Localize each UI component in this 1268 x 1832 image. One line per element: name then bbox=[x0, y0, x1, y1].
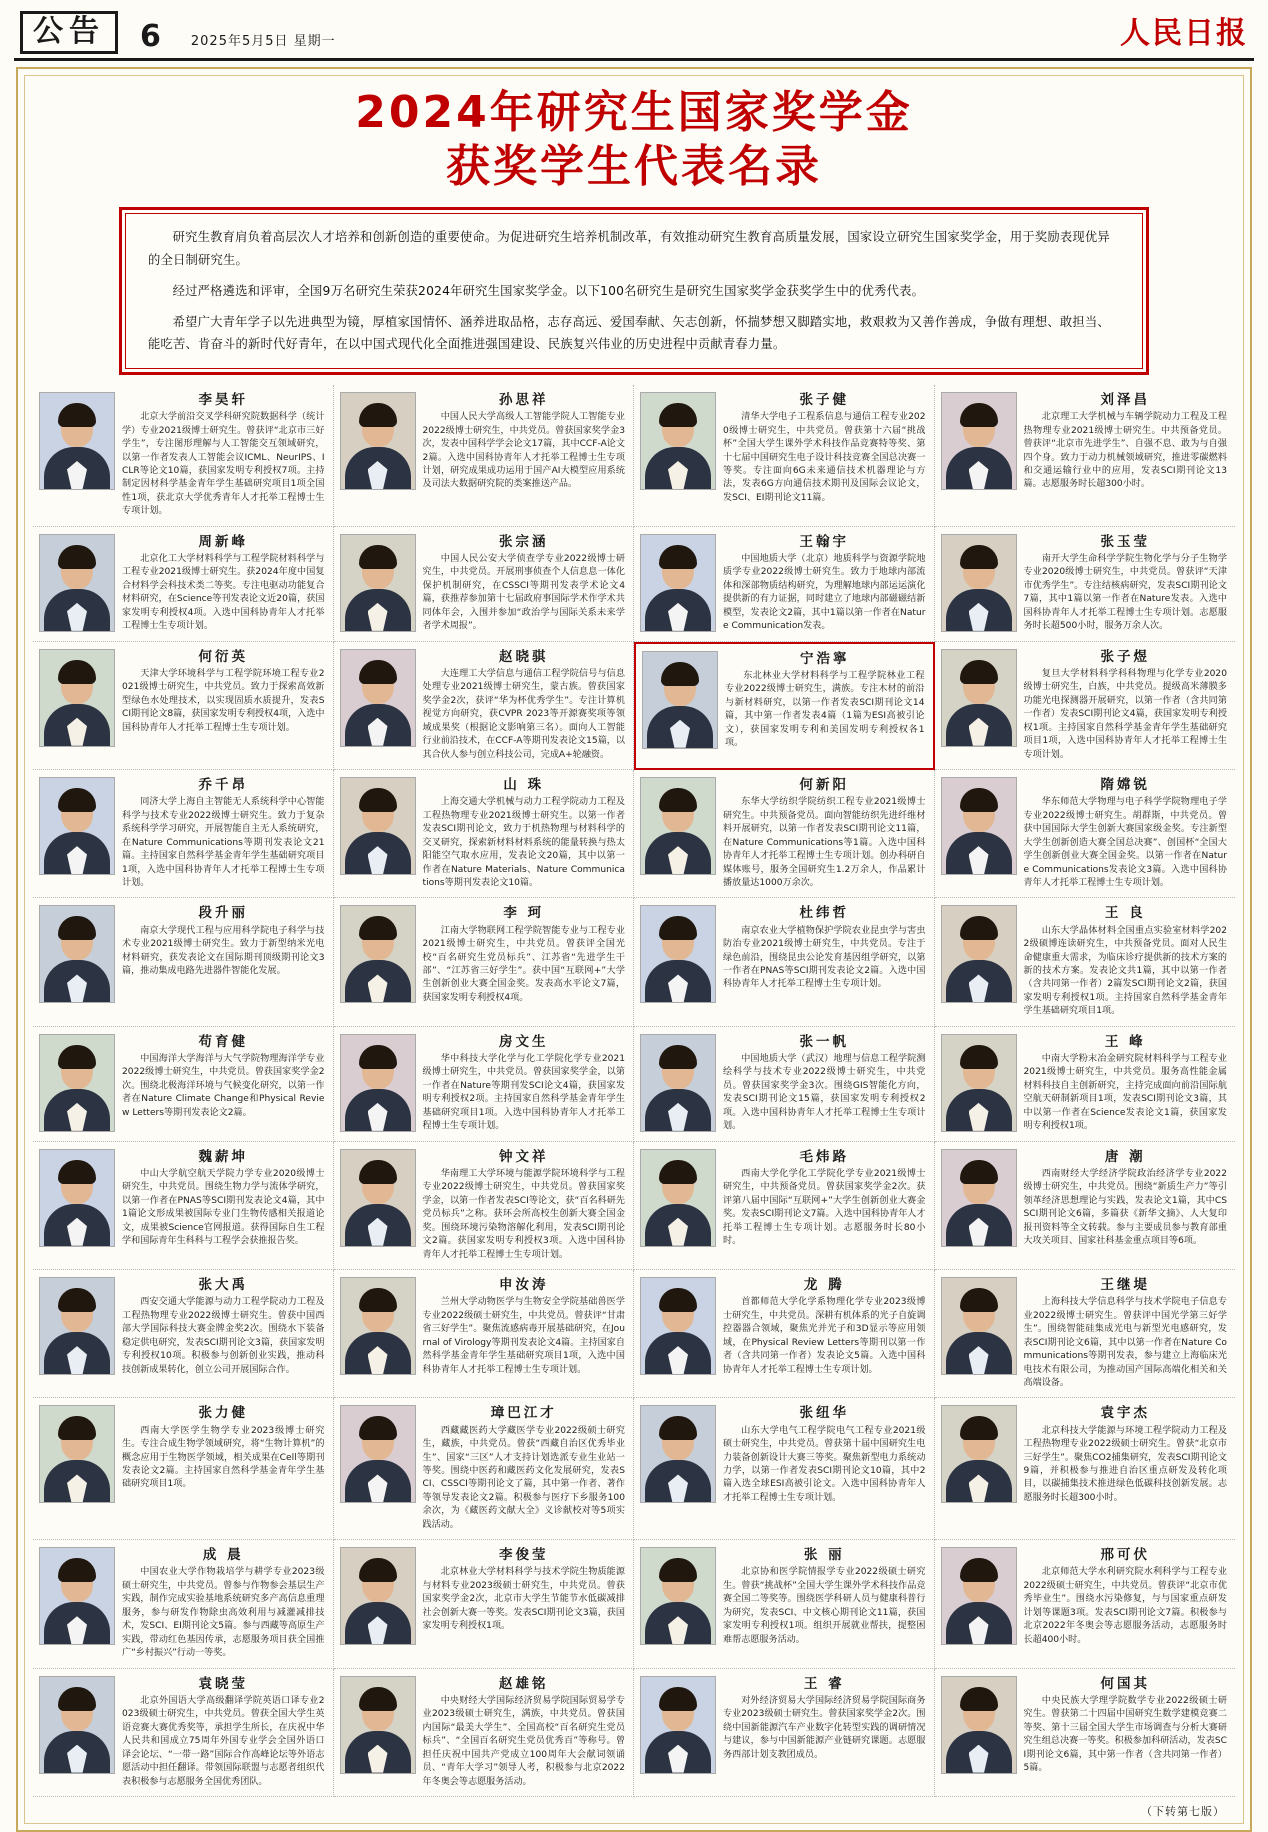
student-entry bbox=[334, 1027, 635, 1142]
student-photo bbox=[640, 1676, 716, 1774]
student-description: 同济大学上海自主智能无人系统科学中心智能科学与技术专业2022级博士研究生。致力于复杂系统科学学习研究，开展智能自主无人系统研究，在Nature Communications等期刊发表论文21篇。主持国家自然科学基金青年学生基础研究项目1项，入选中国科协青年人才托举工程博士生专项计划。 bbox=[122, 797, 325, 888]
student-name: 张子健 bbox=[799, 392, 849, 409]
student-photo bbox=[640, 1149, 716, 1247]
masthead bbox=[14, 0, 1254, 61]
student-info bbox=[122, 1149, 325, 1262]
student-info bbox=[1024, 534, 1228, 634]
student-photo bbox=[340, 1034, 416, 1132]
student-entry bbox=[33, 770, 334, 898]
student-entry bbox=[935, 1270, 1236, 1398]
student-info bbox=[1024, 392, 1228, 519]
student-info bbox=[122, 392, 325, 519]
student-name: 赵晓骐 bbox=[499, 648, 549, 665]
student-photo bbox=[941, 777, 1017, 875]
preface-box bbox=[119, 207, 1149, 375]
student-description: 首都师范大学化学系物理化学专业2023级博士研究生，中共党员。深耕有机体系的光子自旋调控器器合领域，聚焦光并光子和3D显示等应用领域，在Physical Review Letters等期刊以第一作者（含共同第一作者）发表论文5篇。入选中国科协青年人才托举工程博士生专项计划。 bbox=[723, 1297, 926, 1375]
page-title-line1: 2024年研究生国家奖学金 bbox=[355, 87, 913, 138]
student-info bbox=[1024, 1547, 1228, 1660]
student-photo bbox=[340, 1676, 416, 1774]
student-photo bbox=[39, 1149, 115, 1247]
student-name: 李昊轩 bbox=[198, 392, 248, 409]
student-info bbox=[1024, 1277, 1228, 1390]
student-description: 北京外国语大学高级翻译学院英语口译专业2023级硕士研究生，中共党员。曾获全国大学生英语竞赛大赛优秀奖等，承担学生所长，在庆祝中华人民共和国成立75周年外国专业学会全国外语口译会论坛、“一带一路”国际合作高峰论坛等外语志愿活动中担任翻译。带领国际联盟与志愿者组织代表积极参与志愿服务全国优秀团队。 bbox=[122, 1695, 325, 1787]
student-name: 周新峰 bbox=[198, 533, 248, 550]
student-description: 北京林业大学材料科学与技术学院生物质能源与材料专业2023级硕士研究生，中共党员。曾获国家奖学金2次，北京市大学生节能节水低碳减排社会创新大赛一等奖。发表SCI期刊论文3篇，获国家发明专利授权1项。 bbox=[422, 1567, 625, 1632]
student-info bbox=[423, 649, 626, 762]
student-info bbox=[122, 1277, 325, 1390]
student-entry bbox=[634, 385, 935, 527]
student-info bbox=[723, 777, 926, 890]
student-description: 中央财经大学国际经济贸易学院国际贸易学专业2023级硕士研究生，满族，中共党员。曾获国内国际“最美大学生”、全国高校“百名研究生党员标兵”、“全国百名研究生党员优秀百”等称号。曾担任庆祝中国共产党成立100周年大会献词领诵员、“青年大学习”领导人考，积极参与北京2022年冬奥会等志愿服务活动。 bbox=[422, 1695, 625, 1787]
student-entry bbox=[634, 1027, 935, 1142]
student-info bbox=[423, 1034, 626, 1134]
student-description: 大连理工大学信息与通信工程学院信号与信息处理专业2021级博士研究生，蒙古族。曾获国家奖学金2次，获评“华为杯优秀学生”。专注计算机视觉方向研究，获CVPR 2023等开源赛奖项等领域成果奖（根据论文影响第三名）。面向人工智能行业前沿技术，在CCF-A等期刊发表论文15篇，以其合伙人参与创立科技公司，完成A+轮融资。 bbox=[422, 668, 625, 760]
student-entry bbox=[935, 1142, 1236, 1270]
student-name: 刘泽昌 bbox=[1100, 392, 1150, 409]
student-photo bbox=[640, 905, 716, 1003]
student-info bbox=[725, 651, 925, 761]
student-name: 赵雄铭 bbox=[499, 1675, 549, 1692]
student-name: 王 良 bbox=[1104, 905, 1146, 922]
student-name: 隋嫦锐 bbox=[1100, 777, 1150, 794]
student-name: 李俊莹 bbox=[499, 1547, 549, 1564]
student-entry bbox=[33, 385, 334, 527]
student-entry bbox=[33, 1669, 334, 1797]
student-name: 王 峰 bbox=[1104, 1033, 1146, 1050]
student-description: 北京化工大学材料科学与工程学院材料科学与工程专业2021级博士研究生。获2024年度中国复合材料学会科技术类二等奖。专注电驱动功能复合材料研究，在Science等刊发表论文近20篇，获国家发明专利授权4项。入选中国科协青年人才托举工程博士生专项计划。 bbox=[122, 554, 325, 632]
student-entry bbox=[33, 642, 334, 770]
student-description: 上海科技大学信息科学与技术学院电子信息专业2022级博士研究生。曾获评中国光学第三好学生”。围绕智能硅集成光电与新型光电感研究，发表SCI期刊论文6篇，其中以第一作者在Nature Communications等期刊发表，参与建立上海临床光电技术有限公司，为推动国产国际高端化相关和关高端设备。 bbox=[1023, 1297, 1227, 1388]
student-photo bbox=[340, 1149, 416, 1247]
student-entry bbox=[334, 1540, 635, 1668]
student-description: 中南大学粉末冶金研究院材料科学与工程专业2021级博士研究生，中共党员。服务高性能金属材料科技自主创新研究，主持完成面向前沿国际航空航天研制新项目1项，发表SCI期刊论文3篇，其中以第一作者在Science发表论文1篇，获国家发明专利授权1项。 bbox=[1023, 1054, 1227, 1132]
student-name: 毛炜路 bbox=[799, 1148, 849, 1165]
student-name: 成 晨 bbox=[202, 1547, 244, 1564]
student-info bbox=[723, 1149, 926, 1262]
student-description: 对外经济贸易大学国际经济贸易学院国际商务专业2023级硕士研究生。曾获国家奖学金2次。围绕中国新能源汽车产业数字化转型实践的调研情况与建议，参与中国新能源产业链研究课题。志愿服务西部计划支教团成员。 bbox=[723, 1695, 926, 1760]
student-name: 山 珠 bbox=[503, 777, 545, 794]
student-entry bbox=[334, 1142, 635, 1270]
student-info bbox=[122, 649, 325, 762]
student-grid bbox=[33, 385, 1235, 1797]
student-name: 房文生 bbox=[499, 1033, 549, 1050]
student-entry bbox=[935, 385, 1236, 527]
student-description: 北京协和医学院情报学专业2022级硕士研究生。曾获“挑战杯”全国大学生课外学术科技作品竞赛全国二等奖等。围绕医学科研人员与健康科普行为研究，发表SCI、中文核心期刊论文11篇，获国家发明专利授权1项。组织开展就业帮扶，提整困难帮志愿服务活动。 bbox=[723, 1567, 926, 1645]
student-info bbox=[723, 1277, 926, 1390]
student-name: 钟文祥 bbox=[499, 1148, 549, 1165]
student-entry bbox=[334, 385, 635, 527]
student-info bbox=[723, 392, 926, 519]
student-description: 山东大学电气工程学院电气工程专业2021级硕士研究生，中共党员。曾获第十届中国研究生电力装备创新设计大赛三等奖。聚焦新型电力系统动力学，以第一作者发表SCI期刊论文10篇，其中2篇入选全球ESI高被引论文。入选中国科协青年人才托举工程博士生专项计划。 bbox=[723, 1425, 926, 1503]
student-name: 龙 腾 bbox=[803, 1277, 845, 1294]
student-photo bbox=[941, 392, 1017, 490]
student-name: 乔千昂 bbox=[198, 777, 248, 794]
student-description: 中国地质大学（北京）地质科学与资源学院地质学专业2022级博士研究生。致力于地球内部流体和深部物质结构研究，为理解地球内部运运演化提供新的有力证据，同时建立了地球内部磁磁结新模型，发表论文2篇，其中1篇以第一作者在Nature Communication发表。 bbox=[723, 554, 926, 632]
student-entry bbox=[634, 527, 935, 642]
student-name: 魏薪坤 bbox=[198, 1148, 248, 1165]
student-info bbox=[423, 1277, 626, 1390]
student-info bbox=[1024, 649, 1228, 762]
student-name: 袁宇杰 bbox=[1100, 1405, 1150, 1422]
student-photo bbox=[941, 534, 1017, 632]
student-name: 王 睿 bbox=[803, 1675, 845, 1692]
student-description: 北京大学前沿交叉学科研究院数据科学（统计学）专业2021级博士研究生。曾获评“北京市三好学生”，专注图形理解与人工智能交互领域研究，以第一作者发表人工智能会议ICML、NeurIPS、ICLR等论文10篇，获国家发明专利授权7项。主持制定因材科学基金青年学生基础研究项目1项全国性1项，获北京大学优秀青年人才托举工程博士生专项计划。 bbox=[122, 412, 325, 517]
student-entry bbox=[935, 1027, 1236, 1142]
content-frame-inner bbox=[24, 75, 1244, 1824]
student-info bbox=[423, 905, 626, 1018]
student-entry bbox=[634, 1669, 935, 1797]
student-photo bbox=[39, 777, 115, 875]
student-name: 王继堤 bbox=[1100, 1277, 1150, 1294]
paper-title: 人民日报 bbox=[1120, 16, 1248, 51]
student-photo bbox=[39, 1676, 115, 1774]
student-info bbox=[122, 1034, 325, 1134]
masthead-left bbox=[20, 11, 1106, 55]
student-info bbox=[723, 1676, 926, 1789]
student-info bbox=[423, 1149, 626, 1262]
student-photo bbox=[39, 1277, 115, 1375]
student-entry bbox=[33, 898, 334, 1026]
page-number: 6 bbox=[140, 19, 161, 54]
student-name: 苟育健 bbox=[198, 1033, 248, 1050]
student-entry bbox=[334, 1270, 635, 1398]
student-photo bbox=[640, 1277, 716, 1375]
student-info bbox=[1024, 905, 1228, 1018]
student-name: 璋巴江才 bbox=[490, 1405, 557, 1422]
student-info bbox=[423, 1547, 626, 1660]
student-name: 张大禹 bbox=[198, 1277, 248, 1294]
student-info bbox=[423, 1405, 626, 1532]
student-info bbox=[1024, 777, 1228, 890]
student-info bbox=[423, 534, 626, 634]
student-description: 南京大学现代工程与应用科学院电子科学与技术专业2021级博士研究生。致力于新型纳米光电材料研究，获发表论文在国际期刊顶级期刊论文3篇，推动集成电路先进器件智能化发展。 bbox=[122, 925, 325, 976]
student-photo bbox=[941, 1676, 1017, 1774]
student-name: 段升丽 bbox=[198, 905, 248, 922]
student-name: 申汝涛 bbox=[499, 1277, 549, 1294]
student-info bbox=[723, 1405, 926, 1532]
student-info bbox=[122, 1547, 325, 1660]
student-photo bbox=[640, 392, 716, 490]
student-description: 西南大学医学生物学专业2023级博士研究生。专注合成生物学领域研究，将“生物计算机”的概念应用于生物医学领域，相关成果在Cell等期刊发表论文2篇。主持国家自然科学基金青年学生基础研究项目1项。 bbox=[122, 1425, 325, 1490]
student-entry bbox=[634, 1398, 935, 1540]
student-description: 天津大学环境科学与工程学院环境工程专业2021级博士研究生，中共党员。致力于探索高效新型绿色水处理技术，以实现固质水质提升，发表SCI期刊论文8篇，获国家发明专利授权4项，入选中国科协青年人才托举工程博士生专项计划。 bbox=[122, 668, 325, 733]
student-entry bbox=[935, 770, 1236, 898]
student-name: 张纽华 bbox=[799, 1405, 849, 1422]
student-entry bbox=[33, 1142, 334, 1270]
student-description: 西藏藏医药大学藏医学专业2022级硕士研究生，藏族，中共党员。曾获“西藏自治区优秀毕业生”、国家“三区”人才支持计划选派专业生业站一等奖。围绕中医药和藏医药文化发展研究，发表SCI、CSSCI等期刊论文了篇，其中第一作者、著作等领导发表论文2篇。积极参与医疗下乡服务100余次，为《藏医药文献大全》义诊献校对等5项实践活动。 bbox=[422, 1425, 625, 1530]
student-name: 张玉莹 bbox=[1100, 533, 1150, 550]
student-entry bbox=[634, 770, 935, 898]
student-description: 北京理工大学机械与车辆学院动力工程及工程热物理专业2021级博士研究生。中共预备党员。曾获评“北京市先进学生”、自强不息、敢为与自强四个身。致力于动力机械领域研究，推进零碳燃料和交通运输行业中的应用，发表SCI期刊论文13篇。志愿服务时长超300小时。 bbox=[1023, 412, 1227, 490]
student-name: 李 珂 bbox=[503, 905, 545, 922]
student-photo bbox=[340, 777, 416, 875]
publication-date: 2025年5月5日 星期一 bbox=[190, 34, 336, 49]
student-entry bbox=[634, 1142, 935, 1270]
student-name: 张 丽 bbox=[803, 1547, 845, 1564]
student-photo bbox=[640, 777, 716, 875]
student-info bbox=[122, 905, 325, 1018]
student-description: 兰州大学动物医学与生物安全学院基础兽医学专业2022级硕士研究生，中共党员。曾获评“甘肃省三好学生”。聚焦流感病毒开展基础研究，在Journal of Virology等期刊发表论文4篇。主持国家自然科学基金青年学生基础研究项目1项，入选中国科协青年人才托举工程博士生专项计划。 bbox=[422, 1297, 625, 1375]
student-name: 何国其 bbox=[1100, 1675, 1150, 1692]
page-title-line2: 获奖学生代表名录 bbox=[446, 140, 822, 192]
student-info bbox=[1024, 1149, 1228, 1262]
preface-paragraph-1: 研究生教育肩负着高层次人才培养和创新创造的重要使命。为促进研究生培养机制改革，有效推动研究生教育高质量发展，国家设立研究生国家奖学金，用于奖励表现优异的全日制研究生。 bbox=[148, 230, 1110, 268]
student-photo bbox=[340, 649, 416, 747]
student-info bbox=[1024, 1405, 1228, 1532]
student-info bbox=[122, 1405, 325, 1532]
student-name: 杜纬哲 bbox=[799, 905, 849, 922]
student-description: 华东师范大学物理与电子科学学院物理电子学专业2022级博士研究生。胡群斯，中共党员。曾获中国国际大学生创新大赛国家级金奖。专注新型大学生创新创造大赛全国总决赛”、创国杯“全国大学生创新创业大赛全国金奖。以第一作者在Nature Communications发表论文3篇。入选中国科协青年人才托举工程博士生专项计划。 bbox=[1023, 797, 1227, 888]
student-info bbox=[423, 392, 626, 519]
student-name: 张力健 bbox=[198, 1405, 248, 1422]
student-info bbox=[723, 1034, 926, 1134]
student-description: 中国人民公安大学侦查学专业2022级博士研究生，中共党员。开展刑事侦查个人信息息一体化保护机制研究，在CSSCI等期刊发表学术论文4篇，获推荐参加第十七届政府事国际学术作学术共同体年会，入围并参加“政治学与国际关系未来学者学术周报”。 bbox=[422, 554, 625, 632]
student-photo bbox=[39, 534, 115, 632]
page-title bbox=[33, 86, 1235, 193]
student-entry bbox=[334, 642, 635, 770]
student-entry bbox=[33, 1270, 334, 1398]
student-description: 西南财经大学经济学院政治经济学专业2022级博士研究生，中共党员。围绕“新质生产力”等引领革经济思想理论与实践，发表论文1篇，其中CSSCI期刊论文6篇，多篇获《新华文摘》、人大复印报刊资料等全文转载。参与主要成员参与教育部重大攻关项目、国家社科基金重点项目等6项。 bbox=[1023, 1168, 1227, 1247]
student-photo bbox=[340, 1277, 416, 1375]
student-description: 中国人民大学高级人工智能学院人工智能专业2022级博士研究生，中共党员。曾获国家奖学金3次，发表中国科学学会论文17篇，其中CCF-A论文2篇。入选中国科协青年人才托举工程博士生专项计划，研究成果成功运用于国产AI大模型应用系统及司法大数据研究院的类案推送产品。 bbox=[422, 412, 625, 490]
student-photo bbox=[941, 1034, 1017, 1132]
student-info bbox=[723, 1547, 926, 1660]
student-photo bbox=[340, 905, 416, 1003]
student-photo bbox=[39, 1034, 115, 1132]
student-photo bbox=[941, 1405, 1017, 1503]
student-entry bbox=[33, 1398, 334, 1540]
student-photo bbox=[340, 1405, 416, 1503]
student-entry bbox=[935, 642, 1236, 770]
student-description: 复旦大学材料科学科科物理与化学专业2020级博士研究生，白族，中共党员。提级高米薄膜多功能光电探测器开展研究，以第一作者（含共同第一作者）发表SCI期刊论文4篇，获国家发明专利授权1项。主持国家自然科学基金青年学生基础研究项目1项，入选中国科协青年人才托举工程博士生专项计划。 bbox=[1023, 668, 1227, 760]
student-description: 北京师范大学水利研究院水利科学与工程专业2022级硕士研究生，中共党员。曾获评“北京市优秀毕业生”。围绕水污染修复，与与国家重点研发计划等课题3项。发表SCI期刊论文7篇。积极参与北京2022年冬奥会等志愿服务活动，志愿服务时长超400小时。 bbox=[1023, 1567, 1227, 1645]
student-photo bbox=[640, 1034, 716, 1132]
student-entry bbox=[935, 1669, 1236, 1797]
student-description: 华中科技大学化学与化工学院化学专业2021级博士研究生，中共党员。曾获国家奖学金，以第一作者在Nature等期刊发SCI论文4篇，获国家发明专利授权2项。主持国家自然科学基金青年学生基础研究项目1项。入选中国科协青年人才托举工程博士生专项计划。 bbox=[422, 1054, 625, 1132]
student-description: 东华大学纺织学院纺织工程专业2021级博士研究生。中共预备党员。面向智能纺织先进纤维材料开展研究，以第一作者发表SCI期刊论文11篇，在Nature Communications等1篇。入选中国科协青年人才托举工程博士生专项计划。创办科研自媒体账号，服务全国研究生1.2万余人，作品累计播放量达1000万余次。 bbox=[723, 797, 926, 888]
student-entry bbox=[935, 1398, 1236, 1540]
student-photo bbox=[39, 1405, 115, 1503]
student-entry bbox=[334, 1398, 635, 1540]
student-description: 西安交通大学能源与动力工程学院动力工程及工程热物理专业2022级博士研究生。曾获中国西部大学国际科技大赛金牌金奖2次。围绕水下装备稳定供电研究，发表SCI期刊论文3篇，获国家发明专利授权10项。积极参与创新创业实践，推动科技创新成果转化，创立公司开展国际合作。 bbox=[122, 1297, 325, 1375]
student-entry bbox=[33, 527, 334, 642]
student-info bbox=[1024, 1034, 1228, 1134]
student-entry bbox=[334, 527, 635, 642]
student-description: 南开大学生命科学学院生物化学与分子生物学专业2020级博士研究生，中共党员。曾获评“天津市优秀学生”。专注结核病研究，发表SCI期刊论文7篇，其中1篇以第一作者在Nature发表。入选中国科协青年人才托举工程博士生专项计划。志愿服务时长超500小时，服务万余人次。 bbox=[1023, 554, 1227, 632]
student-photo bbox=[640, 1547, 716, 1645]
student-info bbox=[723, 905, 926, 1018]
student-name: 何新阳 bbox=[799, 777, 849, 794]
student-photo bbox=[941, 905, 1017, 1003]
student-description: 西南大学化学化工学院化学专业2021级博士研究生，中共预备党员。曾获国家奖学金2次。获评第八届中国际“互联网+”大学生创新创业大赛金奖。发表SCI期刊论文7篇。入选中国科协青年人才托举工程博士生专项计划。志愿服务时长80小时。 bbox=[723, 1168, 926, 1247]
student-info bbox=[1024, 1676, 1228, 1789]
student-description: 中央民族大学理学院数学专业2022级硕士研究生。曾获第二十四届中国研究生数学建模竞赛二等奖、第十三届全国大学生市场调查与分析大赛研究生组总决赛一等奖。积极参加科研活动，发表SCI期刊论文6篇，其中第一作者（含共同第一作者）5篇。 bbox=[1023, 1695, 1227, 1774]
student-name: 袁晓莹 bbox=[198, 1675, 248, 1692]
student-photo bbox=[642, 651, 718, 749]
student-photo bbox=[340, 534, 416, 632]
student-name: 何衍英 bbox=[198, 648, 248, 665]
student-description: 中国地质大学（武汉）地理与信息工程学院测绘科学与技术专业2022级博士研究生，中共党员。曾获国家奖学金3次。围绕GIS智能化方向，发表SCI期刊论文15篇，获国家发明专利授权2项。入选中国科协青年人才托举工程博士生专项计划。 bbox=[723, 1054, 926, 1132]
student-entry bbox=[33, 1540, 334, 1668]
student-entry bbox=[634, 642, 935, 770]
student-name: 唐 潮 bbox=[1104, 1148, 1146, 1165]
student-name: 孙思祥 bbox=[499, 392, 549, 409]
student-info bbox=[423, 777, 626, 890]
student-description: 中国海洋大学海洋与大气学院物理海洋学专业2022级博士研究生，中共党员。曾获国家奖学金2次。围绕北极海洋环境与气候变化研究，以第一作者在Nature Climate Change和Physical Review Letters等期刊发表论文2篇。 bbox=[122, 1054, 325, 1118]
student-entry bbox=[334, 770, 635, 898]
student-entry bbox=[634, 898, 935, 1026]
student-description: 南京农业大学植物保护学院农业昆虫学与害虫防治专业2021级博士研究生，中共党员。专注于绿色前沿，围绕昆虫公论发育基因组学研究，以第一作者在PNAS等SCI期刊发表论文2篇。入选中国科协青年人才托举工程博士生专项计划。 bbox=[723, 925, 926, 990]
preface-paragraph-3: 希望广大青年学子以先进典型为镜，厚植家国情怀、涵养进取品格，志存高远、爱国奉献、矢志创新，怀揣梦想又脚踏实地，救艰救为又善作善成，争做有理想、敢担当、能吃苦、肯奋斗的新时代好青年，在以中国式现代化全面推进强国建设、民族复兴伟业的历史进程中贡献青春力量。 bbox=[148, 314, 1110, 352]
student-photo bbox=[941, 1149, 1017, 1247]
student-photo bbox=[640, 1405, 716, 1503]
student-entry bbox=[634, 1270, 935, 1398]
student-description: 清华大学电子工程系信息与通信工程专业2020级博士研究生，中共党员。曾获第十六届“挑战杯”全国大学生课外学术科技作品竞赛特等奖、第十七届中国研究生电子设计科技竞赛全国总决赛一等奖。专注面向6G未来通信技术机器理论与方法，发表6G方向通信技术期刊及国际会议论文，发SCI、EI期刊论文11篇。 bbox=[723, 412, 926, 503]
student-photo bbox=[941, 1547, 1017, 1645]
student-description: 中山大学航空航天学院力学专业2020级博士研究生，中共党员。围绕生物力学与流体学研究，以第一作者在PNAS等SCI期刊发表论文4篇，其中1篇论文形成果被国际专业门生物传感相关报道论文，成果被Science官网报道。获得国际自生工程学和国际青年生科科与工程学会获推报告奖。 bbox=[122, 1168, 325, 1247]
student-entry bbox=[334, 898, 635, 1026]
student-name: 宁浩寧 bbox=[800, 650, 850, 667]
student-photo bbox=[941, 649, 1017, 747]
student-name: 张子煜 bbox=[1100, 648, 1150, 665]
continuation-note: （下转第七版） bbox=[1141, 1804, 1225, 1818]
student-info bbox=[723, 534, 926, 634]
student-description: 中国农业大学作物栽培学与耕学专业2023级硕士研究生，中共党员。曾参与作物参会基层生产实践，制作完成实验基地系统研究多产高信息重理服务，参与研发作物除虫高效利用与减灌减排技术，发SCI、EI期刊论文5篇。参与西藏等高原生产实践，带动红色基因传承，志愿服务项目获全国推广“乡村振兴”行动一等奖。 bbox=[122, 1567, 325, 1659]
student-info bbox=[122, 534, 325, 634]
student-name: 张宗涵 bbox=[499, 533, 549, 550]
content-frame bbox=[16, 67, 1252, 1832]
student-photo bbox=[640, 534, 716, 632]
student-name: 邢可伏 bbox=[1100, 1547, 1150, 1564]
student-description: 东北林业大学材料科学与工程学院林业工程专业2022级博士研究生，满族。专注木材的前沿与新材料研究，以第一作者发表SCI期刊论文14篇，其中第一作者发表4篇（1篇为ESI高被引论文），获国家发明专利和美国发明专利授权各1项。 bbox=[725, 670, 925, 749]
section-label: 公告 bbox=[20, 11, 118, 55]
student-photo bbox=[941, 1277, 1017, 1375]
student-photo bbox=[39, 649, 115, 747]
student-name: 王翰宇 bbox=[799, 533, 849, 550]
student-photo bbox=[39, 1547, 115, 1645]
student-description: 北京科技大学能源与环境工程学院动力工程及工程热物理专业2022级硕士研究生。曾获“北京市三好学生”。聚焦CO2捕集研究，发表SCI期刊论文9篇，并积极参与推进自治区重点研发及转化项目，以碳捕集技术推进绿色低碳科技创新发展。志愿服务时长超300小时。 bbox=[1023, 1425, 1227, 1503]
student-photo bbox=[39, 392, 115, 490]
student-info bbox=[122, 777, 325, 890]
student-info bbox=[423, 1676, 626, 1789]
student-name: 张一帆 bbox=[799, 1033, 849, 1050]
student-photo bbox=[340, 1547, 416, 1645]
student-entry bbox=[935, 527, 1236, 642]
student-description: 江南大学物联网工程学院智能专业与工程专业2021级博士研究生，中共党员。曾获评全国光校“百名研究生党员标兵”、江苏省“先进学生干部”、“江苏省三好学生”。获中国“互联网+”大学生创新创业大赛全国金奖。发表高水平论文7篇，获国家发明专利授权4项。 bbox=[422, 925, 625, 1003]
student-info bbox=[122, 1676, 325, 1789]
student-entry bbox=[334, 1669, 635, 1797]
student-description: 华南理工大学环境与能源学院环境科学与工程专业2022级博士研究生，中共党员。曾获国家奖学金，以第一作者发表SCI等论文，获“百名科研先党员标兵”之称。获环会所高校生创新大赛全国金奖。围绕环境污染物溶解化利用，发表SCI期刊论文2篇。获国家发明专利授权3项。入选中国科协青年人才托举工程博士生专项计划。 bbox=[422, 1168, 625, 1260]
student-description: 上海交通大学机械与动力工程学院动力工程及工程热物理专业2021级博士研究生。以第一作者发表SCI期刊论文，致力于机热物理与材料科学的交叉研究，探索新材料材料系统的能量转换与热太阳能空气取水应用，发表论文20篇，其中以第一作者在Nature Materials、Nature Communications等期刊发表论文10篇。 bbox=[422, 797, 625, 888]
student-entry bbox=[935, 898, 1236, 1026]
student-photo bbox=[340, 392, 416, 490]
student-entry bbox=[634, 1540, 935, 1668]
student-photo bbox=[39, 905, 115, 1003]
preface-paragraph-2: 经过严格遴选和评审，全国9万名研究生荣获2024年研究生国家奖学金。以下100名研究生是研究生国家奖学金获奖学生中的优秀代表。 bbox=[172, 283, 925, 298]
student-entry bbox=[33, 1027, 334, 1142]
student-entry bbox=[935, 1540, 1236, 1668]
student-description: 山东大学晶体材料全国重点实验室材料学2022级硕博连读研究生，中共预备党员。面对人民生命健康重大需求，为临床诊疗提供新的技术方案的新的技术方案。发表论文共1篇，其中以第一作者（含共同第一作者）2篇发SCI期刊论文2篇，获国家发明专利授权1项。主持国家自然科学基金青年学生基础研究项目1项。 bbox=[1023, 925, 1227, 1017]
